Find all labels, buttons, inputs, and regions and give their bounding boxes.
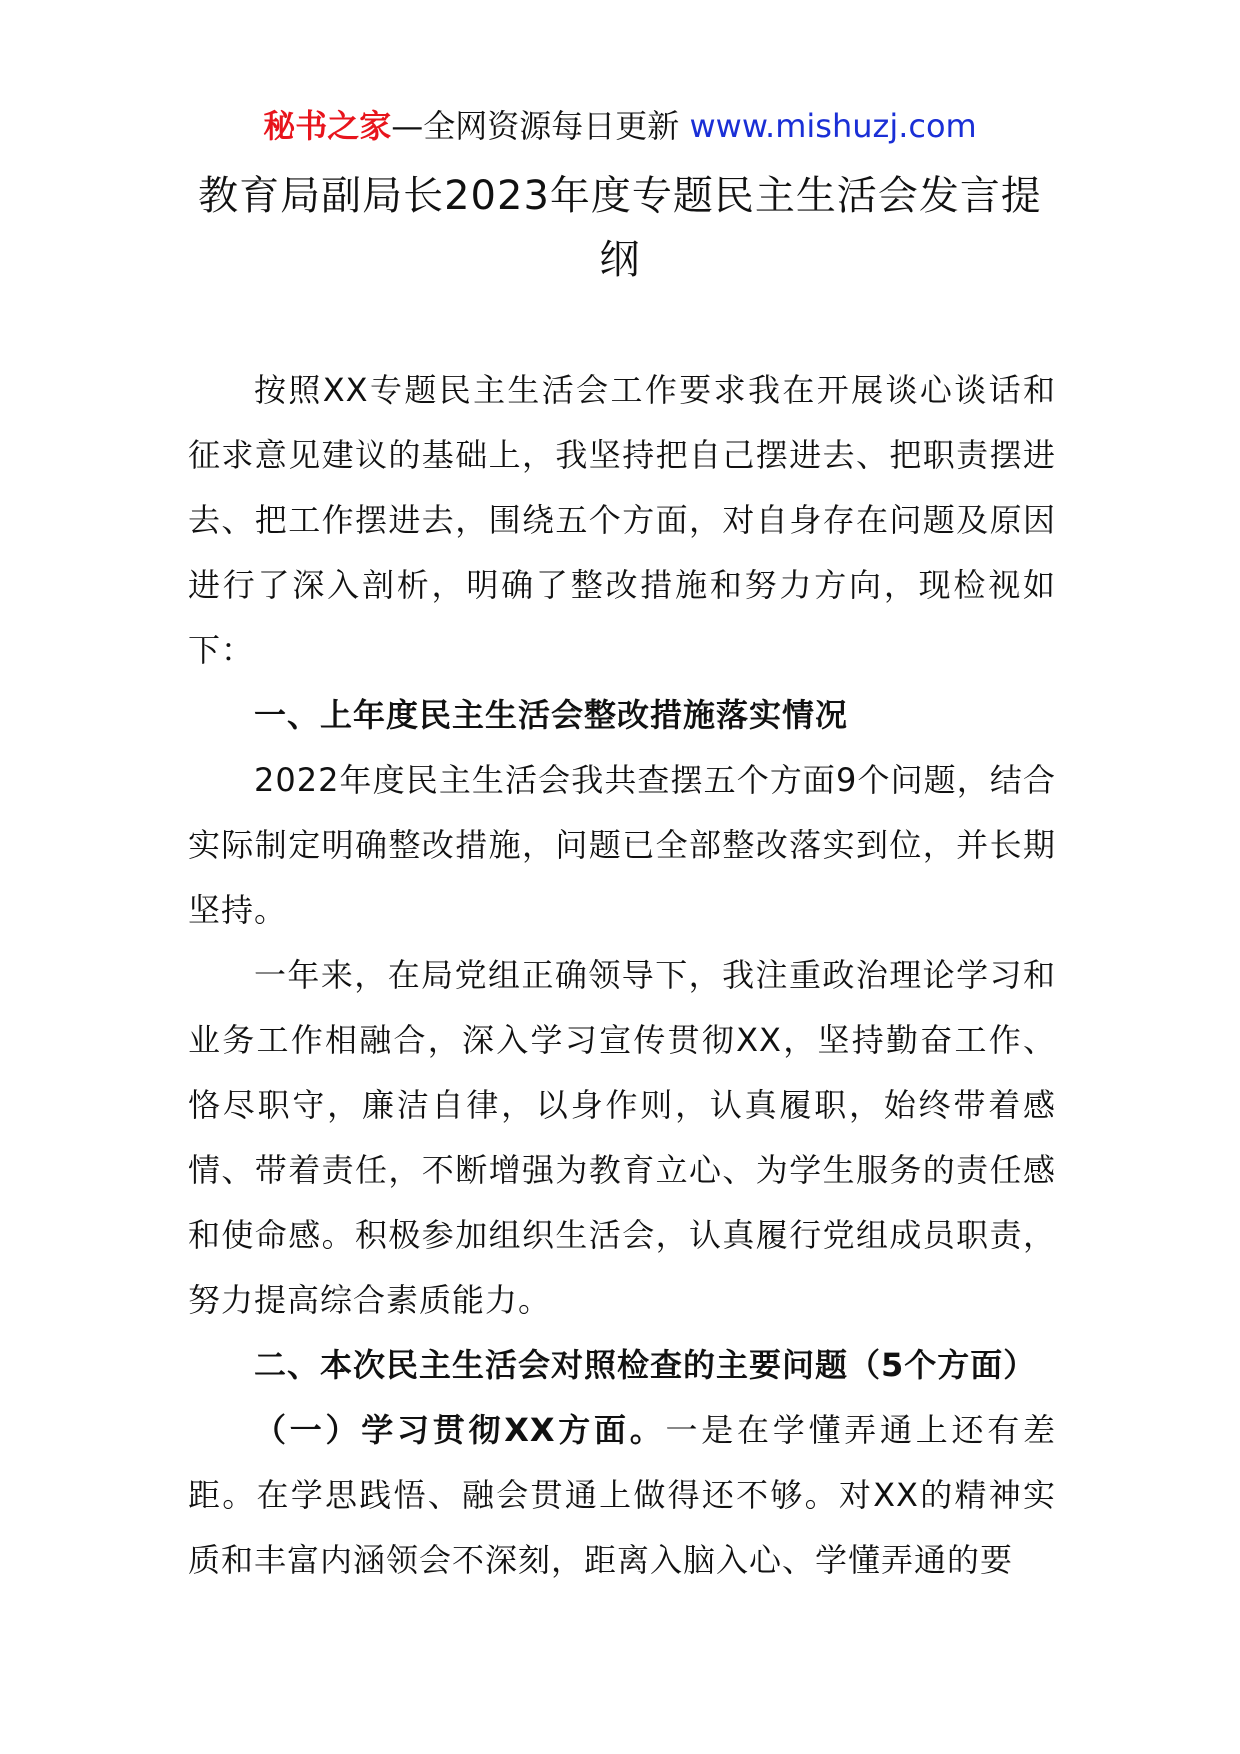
site-header: [0, 104, 1240, 148]
subsection-1-lead: （一）学习贯彻XX方面。: [254, 1411, 666, 1449]
site-url-link[interactable]: www.mishuzj.com: [689, 107, 977, 145]
section-1-heading: 一、上年度民主生活会整改措施落实情况: [254, 696, 849, 734]
header-slogan: —全网资源每日更新: [391, 107, 680, 145]
subsection-1-text: 一是在学懂弄通上还有差距。在学思践悟、融会贯通上做得还不够。对XX的精神实质和丰富内涵领会不深刻，距离入脑入心、学懂弄通的要: [188, 1411, 1056, 1579]
brand-name: 秘书之家: [263, 107, 392, 145]
section-2-heading: 二、本次民主生活会对照检查的主要问题（5个方面）: [254, 1346, 1037, 1384]
section-1-paragraph-1: 2022年度民主生活会我共查摆五个方面9个问题，结合实际制定明确整改措施，问题已全部整改落实到位，并长期坚持。: [188, 761, 1056, 929]
document-body: [188, 358, 1056, 1593]
intro-paragraph: 按照XX专题民主生活会工作要求我在开展谈心谈话和征求意见建议的基础上，我坚持把自己摆进去、把职责摆进去、把工作摆进去，围绕五个方面，对自身存在问题及原因进行了深入剖析，明确了整改措施和努力方向，现检视如下：: [188, 371, 1056, 669]
section-2-subsection-1: [188, 1398, 1056, 1593]
section-1-paragraph-2: 一年来，在局党组正确领导下，我注重政治理论学习和业务工作相融合，深入学习宣传贯彻XX，坚持勤奋工作、恪尽职守，廉洁自律，以身作则，认真履职，始终带着感情、带着责任，不断增强为教育立心、为学生服务的责任感和使命感。积极参加组织生活会，认真履行党组成员职责，努力提高综合素质能力。: [188, 956, 1056, 1319]
document-title: 教育局副局长2023年度专题民主生活会发言提纲: [198, 173, 1042, 283]
